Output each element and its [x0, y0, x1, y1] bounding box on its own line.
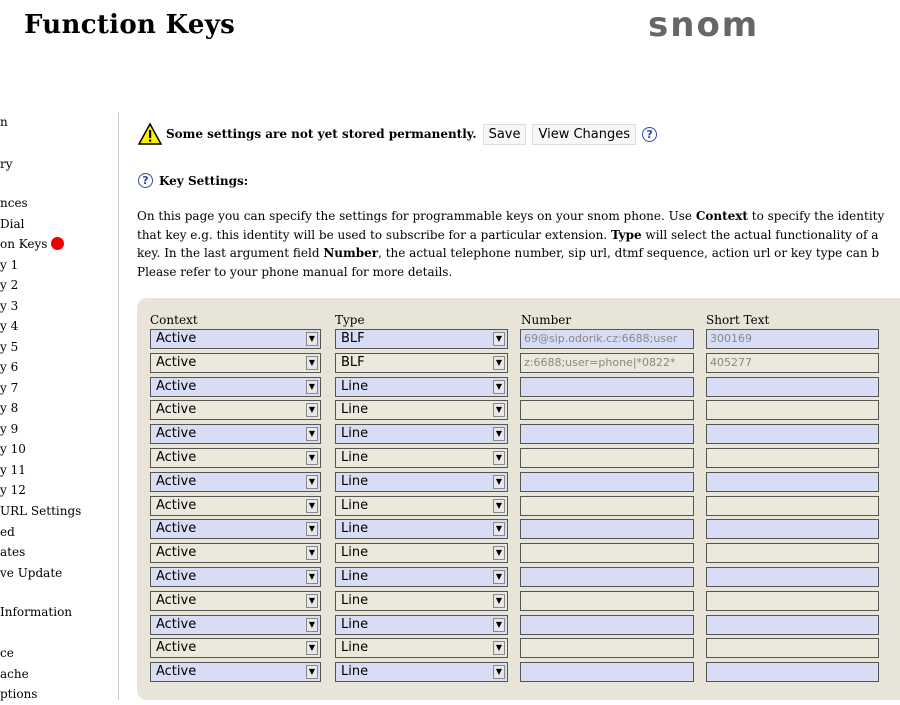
sidebar-item[interactable] [0, 646, 14, 660]
key-settings-heading [138, 173, 248, 188]
sidebar-item-label: ce [0, 646, 14, 660]
type-select[interactable] [335, 472, 508, 492]
chevron-down-icon[interactable]: ▼ [306, 499, 318, 513]
active-indicator-icon [51, 237, 64, 250]
type-select-value: Line [341, 378, 369, 394]
sidebar-item-label: y 2 [0, 278, 19, 292]
chevron-down-icon[interactable]: ▼ [306, 332, 318, 346]
chevron-down-icon[interactable]: ▼ [493, 332, 505, 346]
type-select-value: Line [341, 569, 369, 584]
sidebar-item[interactable] [0, 237, 64, 251]
short-text-input[interactable] [706, 615, 879, 635]
number-input[interactable] [520, 448, 694, 468]
sidebar-item[interactable] [0, 442, 26, 456]
type-select-value: Line [341, 450, 369, 465]
sidebar-item[interactable] [0, 667, 29, 681]
short-text-input[interactable] [706, 424, 879, 444]
short-text-input[interactable] [706, 638, 879, 658]
context-select-value: Active [156, 616, 197, 632]
type-select[interactable] [335, 591, 508, 611]
context-select-value: Active [156, 592, 197, 608]
warning-icon [138, 122, 162, 146]
sidebar-item-label: Information [0, 605, 73, 619]
sidebar-item-label: y 9 [0, 422, 19, 436]
context-select[interactable] [150, 424, 321, 444]
context-select[interactable] [150, 353, 321, 373]
sidebar-item[interactable] [0, 483, 26, 497]
chevron-down-icon[interactable]: ▼ [493, 546, 505, 560]
sidebar-item[interactable] [0, 299, 18, 313]
chevron-down-icon[interactable]: ▼ [306, 522, 318, 536]
number-input[interactable] [520, 519, 694, 539]
type-select[interactable] [335, 400, 508, 420]
sidebar-item[interactable] [0, 422, 18, 436]
context-select[interactable] [150, 591, 321, 611]
type-select-value: Line [341, 545, 369, 561]
chevron-down-icon[interactable]: ▼ [306, 594, 318, 608]
sidebar-item[interactable] [0, 381, 18, 395]
section-title: Key Settings: [159, 173, 249, 188]
type-select-value: Line [341, 640, 369, 656]
sidebar-item-label: Dial [0, 217, 25, 231]
short-text-input[interactable] [706, 591, 879, 611]
context-select[interactable] [150, 329, 321, 349]
chevron-down-icon[interactable]: ▼ [306, 665, 318, 679]
type-select-value: Line [341, 664, 369, 680]
sidebar-item-label: ve Update [0, 566, 63, 580]
type-select-value: Line [341, 616, 369, 632]
chevron-down-icon[interactable]: ▼ [493, 380, 505, 394]
context-select-value: Active [156, 331, 197, 346]
short-text-input[interactable]: 405277 [706, 353, 879, 373]
sidebar-item[interactable] [0, 340, 18, 354]
short-text-input[interactable] [706, 448, 879, 468]
chevron-down-icon[interactable]: ▼ [493, 451, 505, 465]
type-select[interactable] [335, 329, 508, 349]
chevron-down-icon[interactable]: ▼ [493, 641, 505, 655]
sidebar-item-label: nces [0, 196, 28, 210]
number-input[interactable] [520, 496, 694, 516]
chevron-down-icon[interactable]: ▼ [306, 641, 318, 655]
sidebar-item[interactable] [0, 196, 28, 210]
chevron-down-icon[interactable]: ▼ [306, 546, 318, 560]
short-text-input[interactable] [706, 400, 879, 420]
type-select[interactable] [335, 638, 508, 658]
sidebar-item[interactable] [0, 463, 26, 477]
chevron-down-icon[interactable]: ▼ [306, 618, 318, 632]
type-select[interactable] [335, 615, 508, 635]
number-input[interactable] [520, 638, 694, 658]
context-select[interactable] [150, 615, 321, 635]
sidebar-item[interactable] [0, 115, 8, 129]
chevron-down-icon[interactable]: ▼ [493, 427, 505, 441]
type-select-value: Line [341, 473, 369, 489]
sidebar-item[interactable] [0, 217, 24, 231]
snom-logo [648, 4, 768, 44]
number-input[interactable] [520, 400, 694, 420]
type-select[interactable] [335, 424, 508, 444]
number-input[interactable]: z:6688;user=phone|*0822* [520, 353, 694, 373]
sidebar-item-label: ates [0, 545, 26, 559]
chevron-down-icon[interactable]: ▼ [493, 618, 505, 632]
sidebar-item-label: ry [0, 157, 13, 171]
help-icon[interactable]: ? [138, 173, 153, 188]
context-select-value: Active [156, 545, 197, 561]
context-select-value: Active [156, 450, 197, 465]
context-select-value: Active [156, 640, 197, 656]
header-type: Type [335, 313, 365, 327]
chevron-down-icon[interactable]: ▼ [306, 403, 318, 417]
context-select[interactable] [150, 496, 321, 516]
sidebar-item-label: y 5 [0, 340, 19, 354]
context-select[interactable] [150, 400, 321, 420]
chevron-down-icon[interactable]: ▼ [493, 475, 505, 489]
header-short-text: Short Text [706, 313, 770, 327]
sidebar-item[interactable] [0, 319, 18, 333]
sidebar-divider [118, 112, 119, 700]
sidebar-item-label: URL Settings [0, 504, 82, 518]
sidebar-item[interactable] [0, 687, 37, 701]
notice-text: Some settings are not yet stored permanently. [166, 127, 477, 141]
type-select-value: Line [341, 497, 369, 513]
short-text-input[interactable]: 300169 [706, 329, 879, 349]
sidebar-item-label: ptions [0, 687, 38, 701]
sidebar-item-label: n [0, 115, 8, 129]
sidebar-item[interactable] [0, 525, 15, 539]
sidebar-item[interactable] [0, 566, 62, 580]
number-input[interactable] [520, 424, 694, 444]
context-select[interactable] [150, 377, 321, 397]
number-input[interactable] [520, 662, 694, 682]
number-input[interactable] [520, 472, 694, 492]
sidebar-item-label: y 6 [0, 360, 19, 374]
type-select-value: Line [341, 592, 369, 608]
number-input[interactable] [520, 377, 694, 397]
context-select-value: Active [156, 378, 197, 394]
chevron-down-icon[interactable]: ▼ [493, 499, 505, 513]
number-input[interactable] [520, 615, 694, 635]
view-changes-button[interactable]: View Changes [532, 124, 636, 145]
number-input[interactable] [520, 543, 694, 563]
number-input[interactable]: 69@sip.odorik.cz:6688;user [520, 329, 694, 349]
short-text-input[interactable] [706, 567, 879, 587]
context-select-value: Active [156, 497, 197, 513]
header-context: Context [150, 313, 198, 327]
sidebar-item-label: y 8 [0, 401, 19, 415]
page-title: Function Keys [24, 10, 236, 40]
sidebar-item[interactable] [0, 401, 18, 415]
snom-logo-text: snom [648, 5, 760, 44]
chevron-down-icon[interactable]: ▼ [493, 522, 505, 536]
chevron-down-icon[interactable]: ▼ [493, 403, 505, 417]
context-select[interactable] [150, 519, 321, 539]
chevron-down-icon[interactable]: ▼ [306, 427, 318, 441]
sidebar-item-label: y 11 [0, 463, 26, 477]
context-select-value: Active [156, 354, 197, 370]
type-select[interactable] [335, 519, 508, 539]
sidebar-item-label: ed [0, 525, 15, 539]
short-text-input[interactable] [706, 377, 879, 397]
type-select[interactable] [335, 496, 508, 516]
short-text-input[interactable] [706, 496, 879, 516]
context-select[interactable] [150, 567, 321, 587]
type-select-value: Line [341, 402, 369, 418]
context-select-value: Active [156, 426, 197, 442]
sidebar-item-label: y 10 [0, 442, 26, 456]
short-text-input[interactable] [706, 472, 879, 492]
sidebar-item[interactable] [0, 545, 25, 559]
context-select[interactable] [150, 543, 321, 563]
description: On this page you can specify the settings for programmable keys on your snom phone. Use Context to specify the identity that key e.g. this identity will be used to subscribe for a particular extension. Type will select the actual functionality of a key. In the last argument field Number, the actual telephone number, sip url, dtmf sequence, action url or key type can b Please refer to your phone manual for more details. [137, 209, 885, 279]
chevron-down-icon[interactable]: ▼ [493, 570, 505, 584]
sidebar-item-label: y 3 [0, 299, 19, 313]
short-text-input[interactable] [706, 519, 879, 539]
chevron-down-icon[interactable]: ▼ [493, 356, 505, 370]
type-select[interactable] [335, 448, 508, 468]
sidebar-item-label: y 1 [0, 258, 19, 272]
context-select[interactable] [150, 472, 321, 492]
chevron-down-icon[interactable]: ▼ [493, 665, 505, 679]
chevron-down-icon[interactable]: ▼ [306, 356, 318, 370]
help-icon[interactable]: ? [642, 127, 657, 142]
chevron-down-icon[interactable]: ▼ [306, 475, 318, 489]
sidebar-item[interactable] [0, 258, 18, 272]
sidebar-item[interactable] [0, 605, 72, 619]
context-select-value: Active [156, 473, 197, 489]
chevron-down-icon[interactable]: ▼ [306, 570, 318, 584]
type-select-value: BLF [341, 331, 365, 346]
type-select[interactable] [335, 567, 508, 587]
sidebar-item-label: on Keys [0, 237, 48, 251]
number-input[interactable] [520, 591, 694, 611]
sidebar-item[interactable] [0, 360, 18, 374]
chevron-down-icon[interactable]: ▼ [493, 594, 505, 608]
sidebar-item-label: ache [0, 667, 29, 681]
chevron-down-icon[interactable]: ▼ [306, 380, 318, 394]
context-select[interactable] [150, 638, 321, 658]
type-select[interactable] [335, 543, 508, 563]
context-select-value: Active [156, 402, 197, 418]
sidebar-item-label: y 12 [0, 483, 26, 497]
save-button[interactable]: Save [483, 124, 527, 145]
sidebar-item[interactable] [0, 157, 13, 171]
short-text-input[interactable] [706, 543, 879, 563]
type-select[interactable] [335, 353, 508, 373]
type-select-value: BLF [341, 354, 365, 370]
sidebar-item[interactable] [0, 504, 81, 518]
number-input[interactable] [520, 567, 694, 587]
sidebar-item[interactable] [0, 278, 18, 292]
context-select[interactable] [150, 662, 321, 682]
context-select-value: Active [156, 664, 197, 680]
type-select-value: Line [341, 426, 369, 442]
header-number: Number [521, 313, 572, 327]
chevron-down-icon[interactable]: ▼ [306, 451, 318, 465]
context-select-value: Active [156, 521, 197, 537]
type-select-value: Line [341, 521, 369, 537]
unsaved-notice [138, 122, 657, 146]
type-select[interactable] [335, 377, 508, 397]
context-select-value: Active [156, 569, 197, 584]
sidebar-item-label: y 7 [0, 381, 19, 395]
type-select[interactable] [335, 662, 508, 682]
context-select[interactable] [150, 448, 321, 468]
sidebar-nav [0, 105, 118, 705]
sidebar-item-label: y 4 [0, 319, 19, 333]
short-text-input[interactable] [706, 662, 879, 682]
